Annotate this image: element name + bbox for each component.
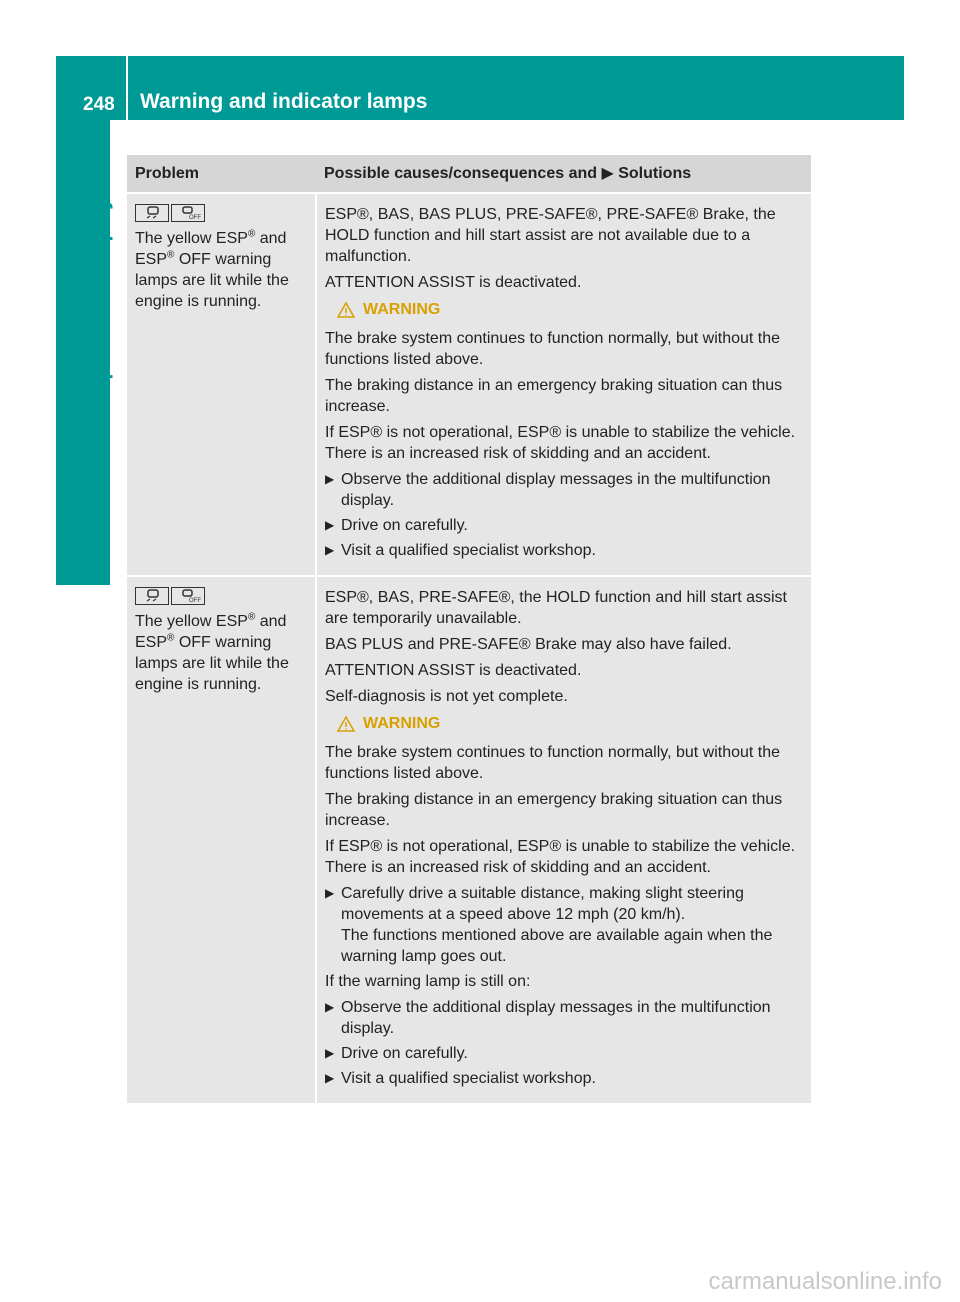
- esp-warning-lamp-icon: [135, 204, 169, 222]
- svg-text:OFF: OFF: [189, 215, 201, 221]
- problem-text: The yellow ESP: [135, 613, 248, 630]
- table-row: [127, 576, 811, 1103]
- column-header-solutions-suffix: Solutions: [618, 165, 692, 182]
- instruction-arrow-icon: ▶: [325, 472, 335, 486]
- warning-text: The braking distance in an emergency braking situation can thus increase.: [325, 377, 783, 415]
- column-header-solutions-text: Possible causes/consequences and: [324, 165, 598, 182]
- esp-warning-lamp-icon: [135, 587, 169, 605]
- solutions-arrow-icon: ▶: [601, 165, 614, 182]
- instruction-arrow-icon: ▶: [325, 1000, 335, 1014]
- warning-text: If ESP® is not operational, ESP® is unable to stabilize the vehicle. There is an increased risk of skidding and an accident.: [325, 424, 796, 462]
- intro-text: Self-diagnosis is not yet complete.: [325, 688, 568, 705]
- registered-mark: ®: [247, 611, 256, 623]
- lamp-icons: [135, 587, 307, 605]
- if-still-on-text: If the warning lamp is still on:: [325, 973, 531, 990]
- side-tab-label: On-board computer and displays: [88, 185, 113, 530]
- instruction-text: Drive on carefully.: [341, 1045, 468, 1062]
- instruction-text: Visit a qualified specialist workshop.: [341, 542, 596, 559]
- registered-mark: ®: [247, 228, 256, 240]
- problem-cell: [127, 193, 316, 576]
- instruction-text-main: Carefully drive a suitable distance, making slight steering movements at a speed above 12 mph (20 km/h).: [341, 885, 744, 923]
- instruction-arrow-icon: ▶: [325, 1046, 335, 1060]
- warning-heading: [337, 713, 803, 734]
- warning-heading: [337, 299, 803, 320]
- problem-description: [135, 611, 307, 695]
- warning-label: WARNING: [363, 301, 441, 318]
- warning-text: The braking distance in an emergency braking situation can thus increase.: [325, 791, 783, 829]
- warning-triangle-icon: [337, 716, 355, 732]
- instruction-note: The functions mentioned above are available again when the warning lamp goes out.: [341, 927, 773, 965]
- instruction-item: [325, 515, 803, 536]
- instruction-arrow-icon: ▶: [325, 1071, 335, 1085]
- intro-text: ESP®, BAS, BAS PLUS, PRE-SAFE®, PRE-SAFE® Brake, the HOLD function and hill start assist are not available due to a malfunction.: [325, 206, 776, 265]
- intro-text: ATTENTION ASSIST is deactivated.: [325, 274, 582, 291]
- registered-mark: ®: [167, 632, 175, 644]
- warning-label: WARNING: [363, 715, 441, 732]
- instruction-item: [325, 1068, 803, 1089]
- table-row: [127, 193, 811, 576]
- warning-text: The brake system continues to function normally, but without the functions listed above.: [325, 330, 781, 368]
- instruction-arrow-icon: ▶: [325, 886, 335, 900]
- instruction-item: [325, 1043, 803, 1064]
- problem-text: and: [255, 230, 287, 247]
- problem-text: OFF warning lamps are lit while the engine is running.: [135, 634, 289, 693]
- instruction-text: [341, 883, 803, 967]
- intro-text: BAS PLUS and PRE-SAFE® Brake may also have failed.: [325, 636, 732, 653]
- warning-triangle-icon: [337, 302, 355, 318]
- problem-description: [135, 228, 307, 312]
- problem-cell: [127, 576, 316, 1103]
- intro-text: ATTENTION ASSIST is deactivated.: [325, 662, 582, 679]
- problem-text: The yellow ESP: [135, 230, 248, 247]
- solution-cell: [316, 193, 811, 576]
- column-header-problem: Problem: [127, 155, 316, 193]
- instruction-arrow-icon: ▶: [325, 543, 335, 557]
- instruction-text: Observe the additional display messages in the multifunction display.: [341, 471, 771, 509]
- column-header-solutions: [316, 155, 811, 193]
- instruction-item: [325, 997, 803, 1039]
- warning-lamps-table: [127, 155, 811, 1103]
- watermark: carmanualsonline.info: [708, 1268, 942, 1295]
- page-number: 248: [83, 94, 115, 115]
- instruction-text: Drive on carefully.: [341, 517, 468, 534]
- esp-off-lamp-icon: [171, 587, 205, 605]
- svg-text:OFF: OFF: [189, 598, 201, 604]
- lamp-icons: [135, 204, 307, 222]
- instruction-arrow-icon: ▶: [325, 518, 335, 532]
- esp-off-lamp-icon: [171, 204, 205, 222]
- header-divider: [126, 56, 128, 120]
- warning-text: The brake system continues to function normally, but without the functions listed above.: [325, 744, 781, 782]
- problem-text: OFF warning lamps are lit while the engine is running.: [135, 251, 289, 310]
- intro-text: ESP®, BAS, PRE-SAFE®, the HOLD function and hill start assist are temporarily unavailable.: [325, 589, 787, 627]
- page-title: Warning and indicator lamps: [140, 90, 428, 113]
- problem-text: ESP: [135, 634, 168, 651]
- problem-text: and: [255, 613, 287, 630]
- registered-mark: ®: [167, 249, 175, 261]
- solution-cell: [316, 576, 811, 1103]
- warning-text: If ESP® is not operational, ESP® is unable to stabilize the vehicle. There is an increased risk of skidding and an accident.: [325, 838, 796, 876]
- instruction-text: Observe the additional display messages in the multifunction display.: [341, 999, 771, 1037]
- problem-text: ESP: [135, 251, 168, 268]
- instruction-item: [325, 540, 803, 561]
- instruction-item: [325, 883, 803, 967]
- instruction-item: [325, 469, 803, 511]
- instruction-text: Visit a qualified specialist workshop.: [341, 1070, 596, 1087]
